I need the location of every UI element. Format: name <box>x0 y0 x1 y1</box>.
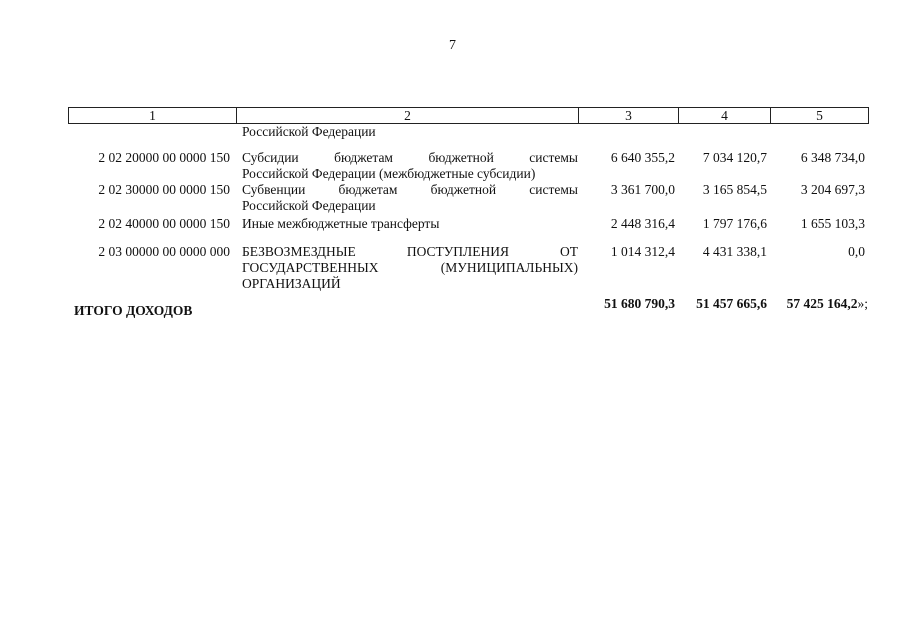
total-value-col-5 <box>770 296 868 319</box>
total-label: ИТОГО ДОХОДОВ <box>74 303 193 318</box>
description <box>236 244 578 292</box>
table-row <box>68 144 868 180</box>
total-value-col-3: 51 680 790,3 <box>604 296 675 311</box>
page-number: 7 <box>449 38 456 53</box>
value-col-3: 3 361 700,0 <box>610 182 675 197</box>
description-line: ОРГАНИЗАЦИЙ <box>242 276 341 291</box>
budget-code: 2 03 00000 00 0000 000 <box>98 244 230 259</box>
value-col-4: 7 034 120,7 <box>702 150 767 165</box>
description-line: Субсидии бюджетам бюджетной системы <box>242 150 578 165</box>
budget-code: 2 02 40000 00 0000 150 <box>98 216 230 231</box>
total-value-5: 57 425 164,2 <box>786 296 858 311</box>
total-value-col-4: 51 457 665,6 <box>696 296 767 311</box>
value-col-3: 2 448 316,4 <box>610 216 675 231</box>
continuation-row <box>68 124 868 144</box>
value-col-5: 1 655 103,3 <box>800 216 865 231</box>
total-row <box>68 296 868 319</box>
value-col-4: 3 165 854,5 <box>702 182 767 197</box>
header-col-4: 4 <box>679 108 771 124</box>
value-col-5: 6 348 734,0 <box>800 150 865 165</box>
value-col-3: 6 640 355,2 <box>610 150 675 165</box>
description-line: Иные межбюджетные трансферты <box>242 216 440 231</box>
description-line: Российской Федерации (межбюджетные субсидии) <box>242 166 536 181</box>
table-body <box>68 124 868 294</box>
description <box>236 150 578 182</box>
header-row <box>69 108 869 124</box>
value-col-4: 4 431 338,1 <box>702 244 767 259</box>
description <box>236 216 578 232</box>
value-col-5: 3 204 697,3 <box>800 182 865 197</box>
column-number-header <box>68 107 869 124</box>
continuation-text: Российской Федерации <box>242 124 376 139</box>
header-col-5: 5 <box>771 108 869 124</box>
description-line: БЕЗВОЗМЕЗДНЫЕ ПОСТУПЛЕНИЯ ОТ <box>242 244 578 259</box>
table-row <box>68 214 868 236</box>
budget-code: 2 02 30000 00 0000 150 <box>98 182 230 197</box>
table-row <box>68 236 868 294</box>
description-line: ГОСУДАРСТВЕННЫХ (МУНИЦИПАЛЬНЫХ) <box>242 260 578 275</box>
budget-code: 2 02 20000 00 0000 150 <box>98 150 230 165</box>
header-col-1: 1 <box>69 108 237 124</box>
header-col-2: 2 <box>237 108 579 124</box>
value-col-4: 1 797 176,6 <box>702 216 767 231</box>
description <box>236 182 578 214</box>
value-col-5: 0,0 <box>848 244 865 259</box>
header-col-3: 3 <box>579 108 679 124</box>
table-row <box>68 180 868 214</box>
description-line: Субвенции бюджетам бюджетной системы <box>242 182 578 197</box>
value-col-3: 1 014 312,4 <box>610 244 675 259</box>
description-line: Российской Федерации <box>242 198 376 213</box>
desc-cell <box>236 124 578 140</box>
closing-quote-suffix: »; <box>857 296 868 311</box>
